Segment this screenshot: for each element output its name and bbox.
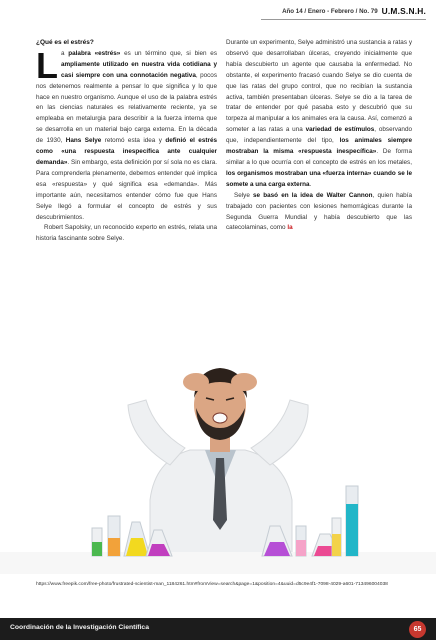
header-divider bbox=[261, 19, 426, 20]
paragraph-experiment: Durante un experimento, Selye administró una sustancia a ratas y observó que desarrollaban úlceras, creyendo inicialmente que había descubierto un agente que causaba la enfermedad. No obstante, el experimento fracasó cuando Selye se dio cuenta de que las ratas del grupo control, que no recibían la sustancia activa, también presentaban úlceras. Selye se dio a la tarea de tratar de entender por qué pasaba esto y descubrió que su torpeza al manipular a los animales era la causa. Así, comenzó a someter a las ratas a una variedad de estímulos, observando que, independientemente del tipo, los animales siempre mostraban la misma «respuesta inespecífica». De forma similar a lo que ocurría con el concepto de estrés en los metales, los organismos mostraban una «fuerza interna» cuando se le somete a una carga externa. bbox=[226, 39, 412, 188]
issue-info: Año 14 / Enero - Febrero / No. 79 bbox=[282, 8, 378, 15]
article-column-left bbox=[36, 38, 217, 245]
drop-cap: L bbox=[36, 44, 58, 86]
page-footer bbox=[0, 618, 436, 640]
footer-title: Coordinación de la Investigación Científica bbox=[10, 624, 149, 631]
photo-credit-link[interactable]: https://www.freepik.com/free-photo/frustrated-scientist-man_1184261.htm#fromView=search&page=1&position=4&uuid=d5c9e4f1-7098-4029-a601-713496004038 bbox=[36, 582, 388, 587]
page-number-badge: 65 bbox=[409, 621, 426, 638]
scientist-photo bbox=[0, 290, 436, 574]
paragraph-intro: La palabra «estrés» es un término que, si bien es ampliamente utilizado en nuestra vida cotidiana y casi siempre con una connotación negativa, pocos nos detenemos realmente a pensar lo que significa y lo que hace en nuestro organismo. Aunque el uso de la palabra estrés en las ciencias naturales es relativamente reciente, ya se empleaba en metalurgia para describir a la fuerza interna que se desarrolla en un material bajo carga externa. En la década de 1930, Hans Selye retomó esta idea y definió el estrés como «una respuesta inespecífica ante cualquier demanda». Sin embargo, esta definición por sí sola no es clara. Para comprenderla plenamente, debemos entender qué implica esa «respuesta» y qué significa esa «demanda». Más importante aún, necesitamos entender cómo fue que Hans Selye llegó a formular el concepto de estrés y sus descubrimientos. bbox=[36, 44, 218, 221]
institution-name: U.M.S.N.H. bbox=[381, 6, 426, 16]
section-heading: ¿Qué es el estrés? bbox=[36, 39, 94, 46]
paragraph-sapolsky: Robert Sapolsky, un reconocido experto en estrés, relata una historia fascinante sobre Selye. bbox=[36, 224, 217, 243]
paragraph-cannon: Selye se basó en la idea de Walter Cannon, quien había trabajado con pacientes con lesiones hemorrágicas durante la Segunda Guerra Mundial y había descubierto que las catecolaminas, como la bbox=[226, 191, 412, 232]
page-header bbox=[282, 6, 426, 16]
article-column-right bbox=[226, 38, 412, 234]
scientist-illustration bbox=[0, 290, 436, 574]
